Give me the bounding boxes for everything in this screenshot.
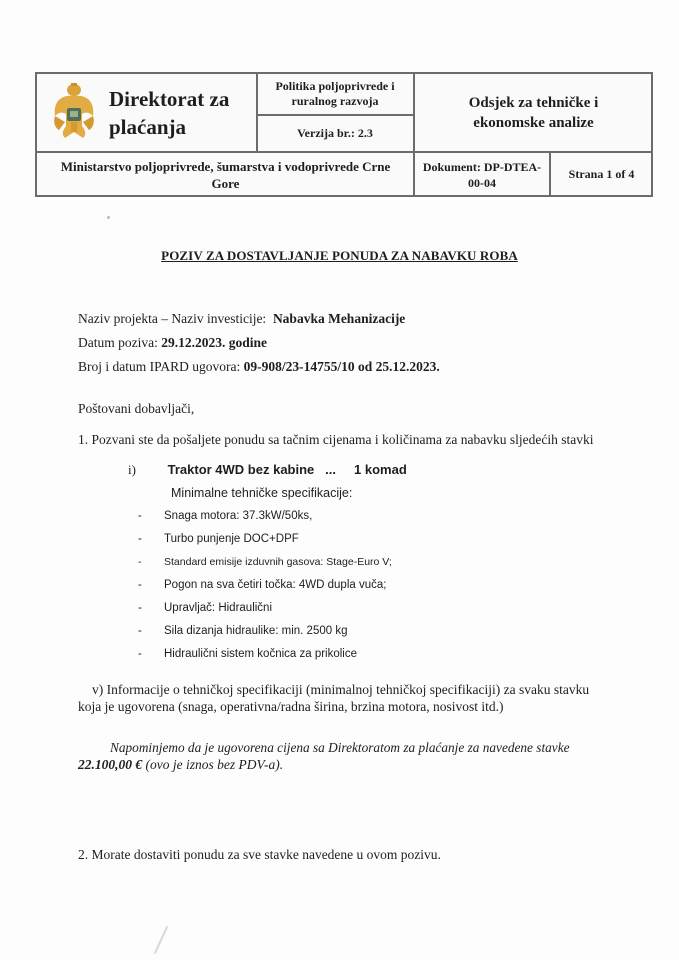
policy-line2: ruralnog razvoja bbox=[291, 94, 379, 108]
organization-name-line1: Direktorat za bbox=[109, 86, 230, 111]
project-value: Nabavka Mehanizacije bbox=[272, 311, 406, 326]
spec-text: Hidraulični sistem kočnica za prikolice bbox=[164, 648, 358, 660]
signature-mark bbox=[154, 926, 168, 954]
note-v-line2: koja je ugovorena (snaga, operativna/radna širina, brzina motora, nosivost itd.) bbox=[78, 699, 504, 714]
spec-text: Snaga motora: 37.3kW/50ks, bbox=[164, 510, 313, 522]
spec-item bbox=[138, 625, 347, 637]
greeting: Poštovani dobavljači, bbox=[78, 401, 195, 416]
spec-item bbox=[138, 556, 392, 568]
department-line2: ekonomske analize bbox=[473, 114, 594, 131]
item-name: Traktor 4WD bez kabine bbox=[167, 462, 315, 477]
price-amount: 22.100,00 € bbox=[78, 757, 143, 772]
spec-text: Upravljač: Hidraulični bbox=[164, 602, 273, 614]
organization-cell bbox=[37, 74, 256, 151]
ministry-cell bbox=[37, 152, 414, 197]
organization-name-line2: plaćanja bbox=[109, 114, 187, 139]
ministry-line1: Ministarstvo poljoprivrede, šumarstva i vodoprivrede Crne bbox=[60, 158, 391, 174]
document-title: POZIV ZA DOSTAVLJANJE PONUDA ZA NABAVKU ROBA bbox=[161, 248, 518, 263]
spec-item bbox=[138, 602, 272, 614]
scan-speck bbox=[107, 216, 110, 219]
item-dots: ... bbox=[325, 462, 336, 477]
document-header-table bbox=[35, 72, 653, 197]
policy-cell bbox=[257, 74, 413, 114]
date-value: 29.12.2023. godine bbox=[161, 335, 267, 350]
project-label: Naziv projekta – Naziv investicije: bbox=[78, 311, 267, 326]
spec-heading: Minimalne tehničke specifikacije: bbox=[171, 486, 353, 500]
bullet-dash: - bbox=[138, 579, 142, 591]
ministry-line2: Gore bbox=[211, 175, 240, 191]
point-2: 2. Morate dostaviti ponudu za sve stavke navedene u ovom pozivu. bbox=[78, 847, 441, 862]
contract-line bbox=[78, 359, 440, 375]
point-1: 1. Pozvani ste da pošaljete ponudu sa tačnim cijenama i količinama za nabavku sljedećih stavki bbox=[78, 432, 594, 447]
note-v-line1: v) Informacije o tehničkoj specifikaciji (minimalnoj tehničkoj specifikaciji) za svaku stavku bbox=[92, 682, 590, 697]
version-cell: Verzija br.: 2.3 bbox=[297, 125, 373, 140]
spec-item bbox=[138, 648, 357, 660]
bullet-dash: - bbox=[138, 510, 142, 522]
spec-item bbox=[138, 533, 299, 545]
price-note-line1: Napominjemo da je ugovorena cijena sa Direktoratom za plaćanje za navedene stavke bbox=[110, 740, 570, 755]
document-id-line2: 00-04 bbox=[468, 175, 496, 190]
item-heading bbox=[128, 462, 407, 478]
spec-text: Pogon na sva četiri točka: 4WD dupla vuča; bbox=[164, 579, 387, 591]
bullet-dash: - bbox=[138, 602, 142, 614]
organization-name bbox=[109, 85, 229, 141]
spec-item bbox=[138, 510, 312, 522]
spec-text: Sila dizanja hidraulike: min. 2500 kg bbox=[164, 625, 348, 637]
item-quantity: 1 komad bbox=[354, 462, 407, 477]
price-suffix: (ovo je iznos bez PDV-a). bbox=[142, 757, 284, 772]
bullet-dash: - bbox=[138, 556, 142, 568]
item-number: i) bbox=[128, 462, 136, 477]
contract-label: Broj i datum IPARD ugovora: bbox=[78, 359, 241, 374]
call-date-line bbox=[78, 335, 267, 351]
contract-value: 09-908/23-14755/10 od 25.12.2023. bbox=[243, 359, 440, 374]
price-note-line2 bbox=[78, 757, 283, 773]
document-id-line1: Dokument: DP-DTEA- bbox=[422, 159, 542, 174]
department-line1: Odsjek za tehničke i bbox=[468, 94, 599, 111]
montenegro-coat-of-arms-icon bbox=[51, 82, 97, 144]
bullet-dash: - bbox=[138, 533, 142, 545]
policy-line1: Politika poljoprivrede i bbox=[275, 79, 395, 93]
project-name-line bbox=[78, 311, 405, 327]
document-id-cell bbox=[415, 152, 549, 197]
spec-text: Turbo punjenje DOC+DPF bbox=[164, 533, 299, 545]
department-cell bbox=[414, 74, 653, 151]
spec-text: Standard emisije izduvnih gasova: Stage-Euro V; bbox=[164, 556, 392, 568]
date-label: Datum poziva: bbox=[78, 335, 158, 350]
spec-item bbox=[138, 579, 386, 591]
bullet-dash: - bbox=[138, 648, 142, 660]
page-number-cell: Strana 1 of 4 bbox=[568, 167, 635, 181]
bullet-dash: - bbox=[138, 625, 142, 637]
